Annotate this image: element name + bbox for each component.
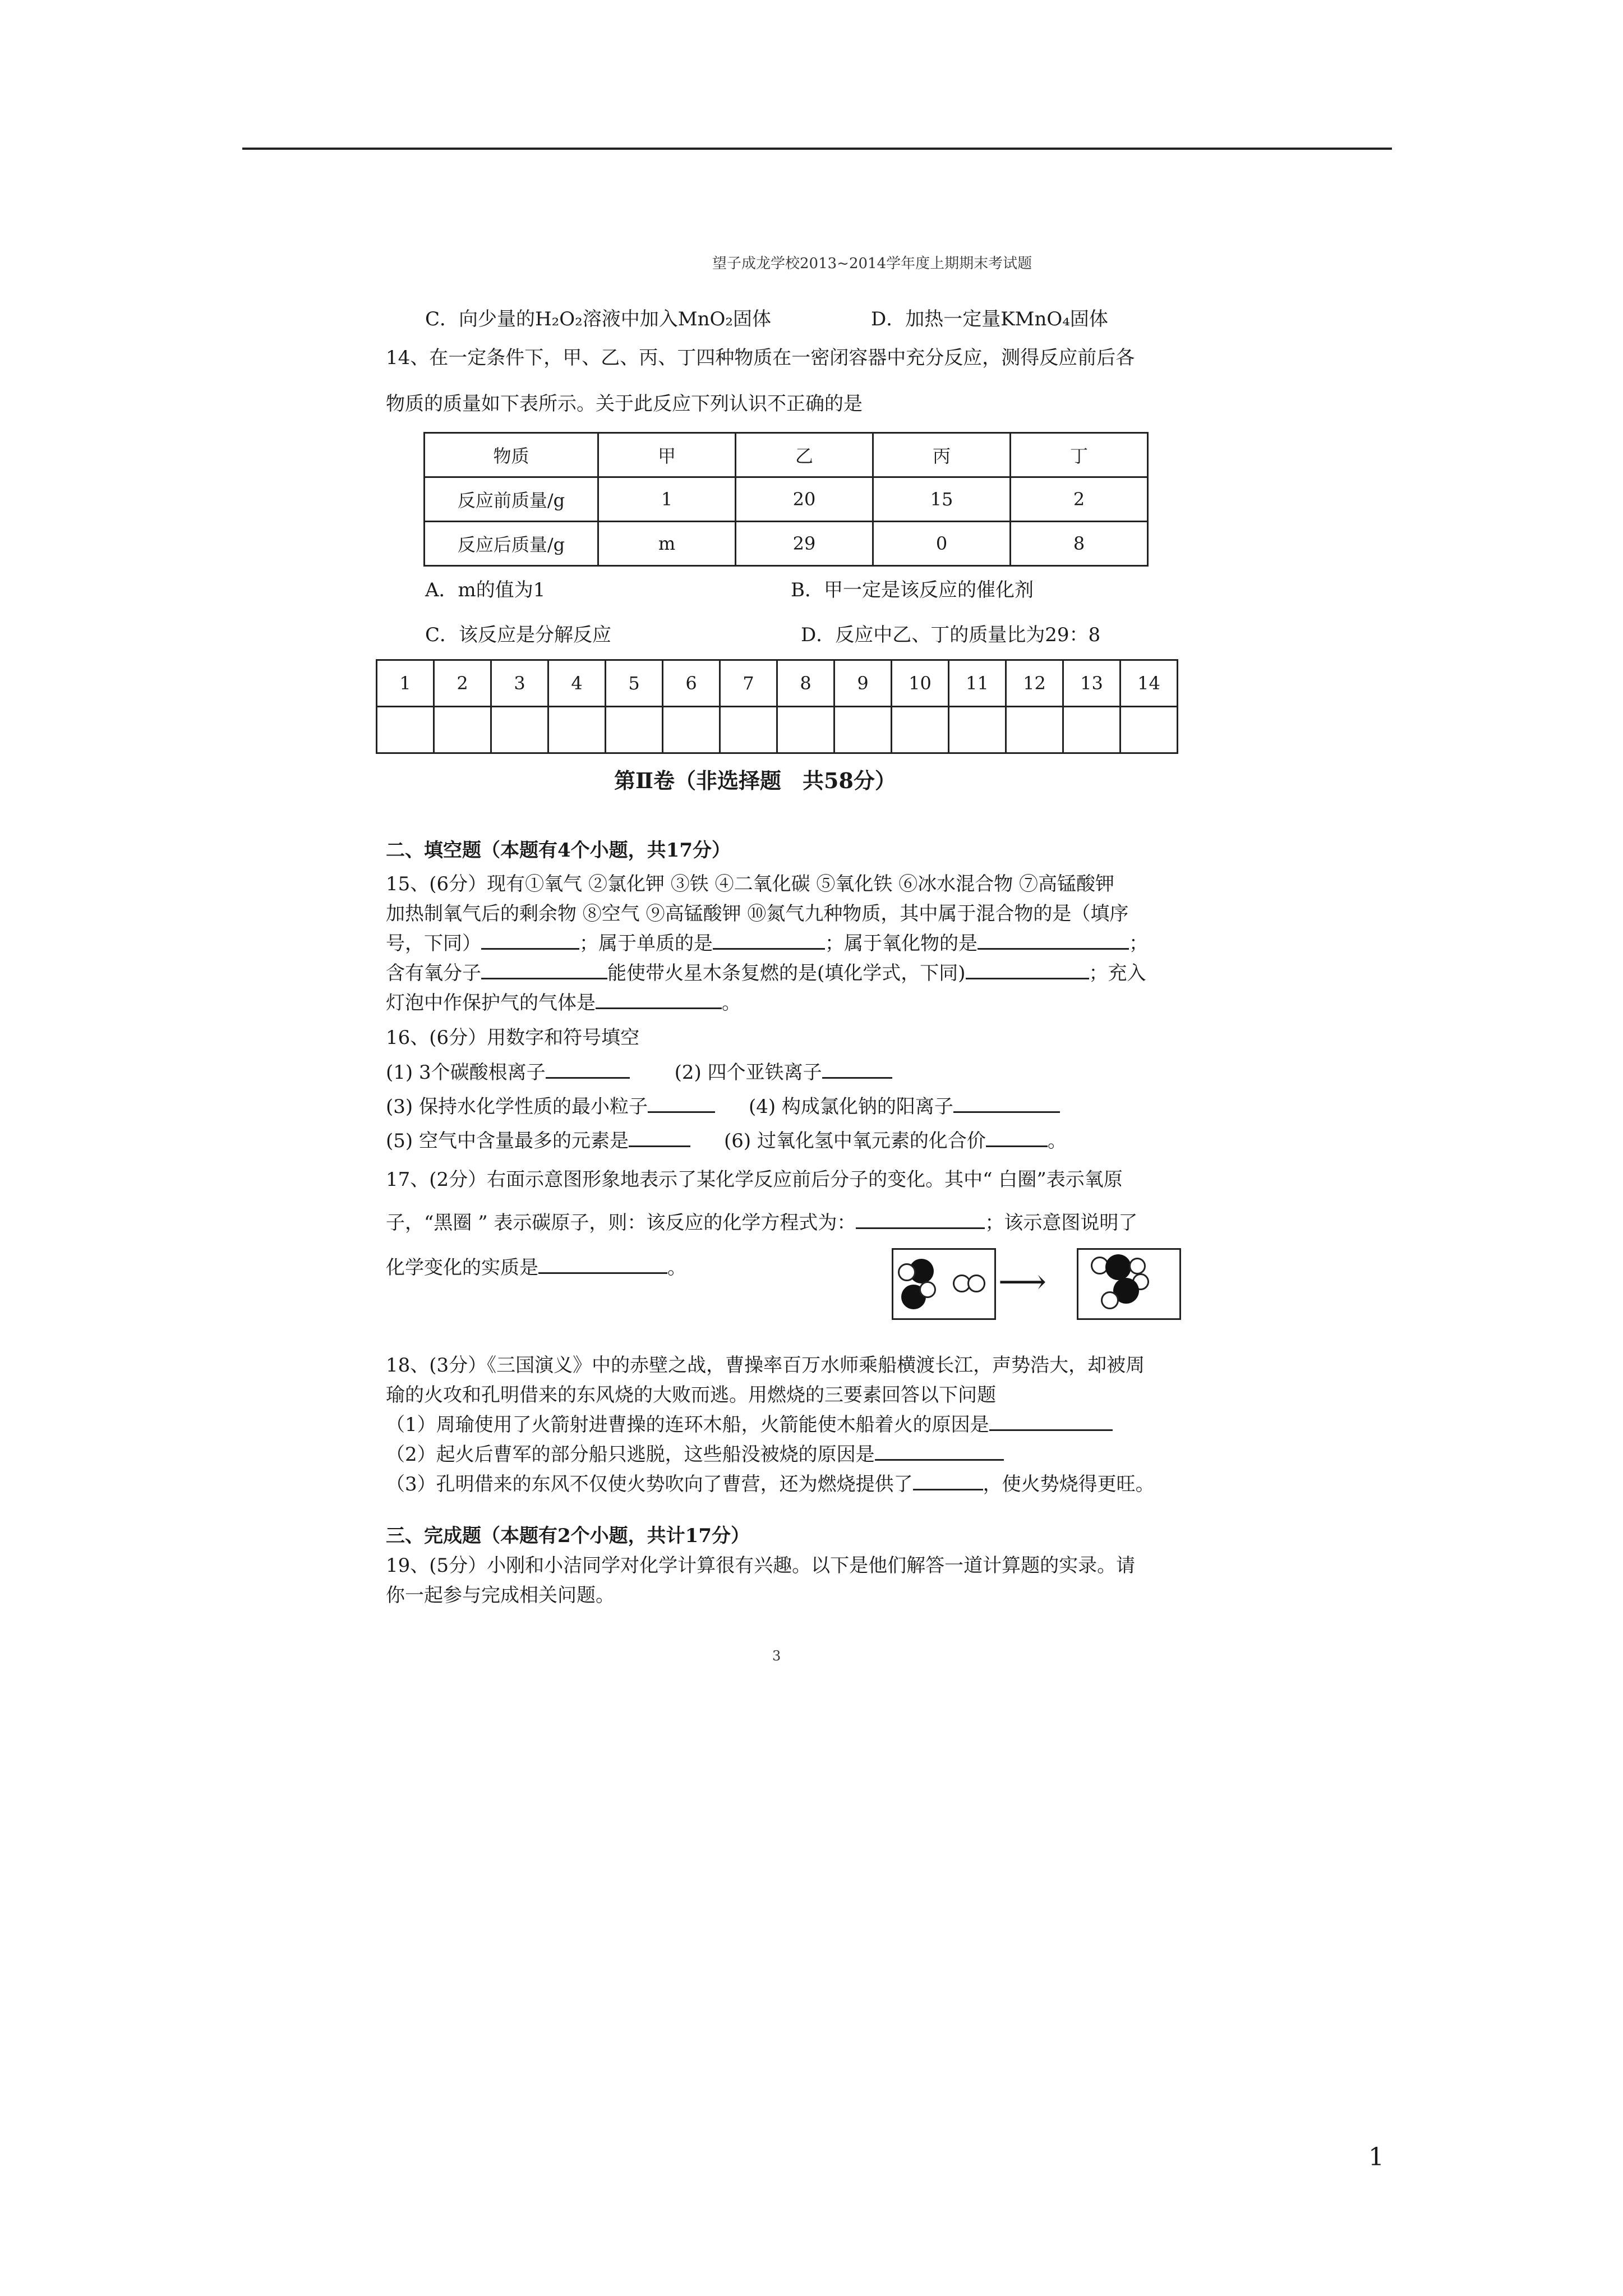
answer-blank[interactable] — [538, 1272, 667, 1274]
answer-blank[interactable] — [546, 1077, 630, 1079]
q17-line-3: 化学变化的实质是 。 — [386, 1257, 686, 1279]
oxygen-atom-icon — [1129, 1258, 1146, 1274]
q19-line-1: 19、(5分）小刚和小洁同学对化学计算很有兴趣。以下是他们解答一道计算题的实录。请 — [386, 1554, 1136, 1577]
q15-line-1: 15、(6分）现有①氧气 ②氯化钾 ③铁 ④二氧化碳 ⑤氧化铁 ⑥冰水混合物 ⑦高锰酸钾 — [386, 873, 1115, 895]
oxygen-atom-icon — [1101, 1291, 1119, 1309]
q15-line-2: 加热制氧气后的剩余物 ⑧空气 ⑨高锰酸钾 ⑩氮气九种物质，其中属于混合物的是（填序 — [386, 903, 1129, 925]
q15-line-3: 号，下同） ；属于单质的是 ；属于氧化物的是 ； — [386, 932, 1148, 955]
answer-cell — [663, 707, 720, 753]
answer-blank[interactable] — [713, 948, 825, 950]
answer-number: 11 — [949, 660, 1006, 707]
answer-blank[interactable] — [481, 978, 607, 979]
q13-option-d: D．加热一定量KMnO₄固体 — [871, 308, 1108, 330]
answer-cell — [606, 707, 663, 753]
q14-option-d: D．反应中乙、丁的质量比为29：8 — [801, 624, 1101, 646]
answer-cell — [1063, 707, 1121, 753]
table-cell: 29 — [736, 522, 873, 566]
scan-page-number: 3 — [772, 1648, 781, 1664]
answer-blank[interactable] — [875, 1459, 1004, 1461]
answer-blank[interactable] — [481, 948, 579, 950]
part2-title: 二、填空题（本题有4个小题，共17分） — [386, 839, 731, 862]
answer-number: 9 — [834, 660, 892, 707]
answer-blank[interactable] — [822, 1077, 892, 1079]
q18-item-2: （2）起火后曹军的部分船只逃脱，这些船没被烧的原因是 — [386, 1443, 1004, 1466]
table-header-cell: 乙 — [736, 433, 873, 477]
answer-cell — [434, 707, 491, 753]
answer-grid — [376, 659, 1178, 754]
answer-blank[interactable] — [629, 1145, 690, 1147]
top-rule — [242, 148, 1392, 150]
q14-stem-2: 物质的质量如下表所示。关于此反应下列认识不正确的是 — [386, 393, 863, 415]
answer-number: 6 — [663, 660, 720, 707]
answer-cell — [491, 707, 548, 753]
q14-option-c: C．该反应是分解反应 — [425, 624, 612, 646]
table-cell: 0 — [873, 522, 1011, 566]
answer-blank[interactable] — [913, 1489, 983, 1490]
table-cell: 20 — [736, 477, 873, 522]
answer-blank[interactable] — [648, 1111, 715, 1113]
q14-stem-1: 14、在一定条件下，甲、乙、丙、丁四种物质在一密闭容器中充分反应，测得反应前后各 — [386, 347, 1135, 369]
table-cell: 2 — [1011, 477, 1148, 522]
answer-cell — [720, 707, 777, 753]
answer-blank[interactable] — [596, 1007, 722, 1009]
q17-line-1: 17、(2分）右面示意图形象地表示了某化学反应前后分子的变化。其中“ 白圈”表示氧原 — [386, 1168, 1123, 1191]
answer-cell — [548, 707, 606, 753]
oxygen-atom-icon — [967, 1274, 985, 1292]
q16-row-2: (3) 保持水化学性质的最小粒子 (4) 构成氯化钠的阳离子 — [386, 1096, 1060, 1118]
answer-cell — [892, 707, 949, 753]
answer-blank[interactable] — [986, 1145, 1048, 1147]
table-cell: 15 — [873, 477, 1011, 522]
table-row — [425, 433, 1148, 477]
arrow-icon: ⟶ — [998, 1262, 1047, 1301]
table-cell: 反应后质量/g — [425, 522, 598, 566]
answer-blank[interactable] — [989, 1429, 1113, 1431]
answer-blank[interactable] — [978, 948, 1129, 950]
answer-number: 7 — [720, 660, 777, 707]
exam-header: 望子成龙学校2013~2014学年度上期期末考试题 — [712, 255, 1032, 272]
oxygen-atom-icon — [898, 1263, 916, 1281]
q15-line-4: 含有氧分子 能使带火星木条复燃的是(填化学式，下同) ；充入 — [386, 962, 1146, 984]
answer-blank[interactable] — [966, 978, 1089, 979]
q16-title: 16、(6分）用数字和符号填空 — [386, 1027, 640, 1049]
reaction-diagram — [892, 1248, 1183, 1321]
answer-cell — [949, 707, 1006, 753]
answer-number: 8 — [777, 660, 834, 707]
table-header-cell: 甲 — [598, 433, 736, 477]
answer-number: 5 — [606, 660, 663, 707]
answer-number: 1 — [377, 660, 434, 707]
reactant-box — [892, 1248, 996, 1320]
q15-line-5: 灯泡中作保护气的气体是 。 — [386, 992, 741, 1014]
table-row — [377, 660, 1178, 707]
q14-table — [423, 432, 1149, 567]
table-header-cell: 丁 — [1011, 433, 1148, 477]
answer-cell — [1006, 707, 1063, 753]
table-cell: m — [598, 522, 736, 566]
answer-blank[interactable] — [856, 1227, 985, 1229]
q16-row-1: (1) 3个碳酸根离子 (2) 四个亚铁离子 — [386, 1061, 892, 1084]
answer-cell — [1121, 707, 1178, 753]
answer-number: 14 — [1121, 660, 1178, 707]
table-header-cell: 物质 — [425, 433, 598, 477]
table-header-cell: 丙 — [873, 433, 1011, 477]
answer-number: 4 — [548, 660, 606, 707]
oxygen-atom-icon — [919, 1281, 936, 1298]
answer-number: 13 — [1063, 660, 1121, 707]
product-box — [1077, 1248, 1181, 1320]
q18-line-2: 瑜的火攻和孔明借来的东风烧的大败而逃。用燃烧的三要素回答以下问题 — [386, 1384, 996, 1406]
answer-cell — [777, 707, 834, 753]
q14-option-b: B．甲一定是该反应的催化剂 — [791, 579, 1034, 601]
page-number: 1 — [1368, 2143, 1384, 2171]
q16-row-3: (5) 空气中含量最多的元素是 (6) 过氧化氢中氧元素的化合价 。 — [386, 1130, 1067, 1152]
q18-item-1: （1）周瑜使用了火箭射进曹操的连环木船，火箭能使木船着火的原因是 — [386, 1414, 1113, 1436]
table-row — [425, 477, 1148, 522]
q17-line-2: 子，“黑圈 ” 表示碳原子，则：该反应的化学方程式为： ；该示意图说明了 — [386, 1212, 1138, 1234]
table-cell: 8 — [1011, 522, 1148, 566]
answer-cell — [377, 707, 434, 753]
q19-line-2: 你一起参与完成相关问题。 — [386, 1584, 615, 1607]
table-cell: 1 — [598, 477, 736, 522]
table-row — [377, 707, 1178, 753]
answer-number: 12 — [1006, 660, 1063, 707]
q18-item-3: （3）孔明借来的东风不仅使火势吹向了曹营，还为燃烧提供了 ，使火势烧得更旺。 — [386, 1473, 1155, 1496]
q18-line-1: 18、(3分）《三国演义》中的赤壁之战，曹操率百万水师乘船横渡长江，声势浩大，却被周 — [386, 1354, 1145, 1377]
q14-option-a: A．m的值为1 — [425, 579, 546, 601]
q13-option-c: C．向少量的H₂O₂溶液中加入MnO₂固体 — [425, 308, 772, 330]
answer-cell — [834, 707, 892, 753]
table-row — [425, 522, 1148, 566]
answer-number: 3 — [491, 660, 548, 707]
carbon-atom-icon — [1105, 1254, 1131, 1280]
part3-title: 三、完成题（本题有2个小题，共计17分） — [386, 1525, 750, 1547]
answer-number: 10 — [892, 660, 949, 707]
section2-title: 第Ⅱ卷（非选择题 共58分） — [614, 768, 896, 793]
table-cell: 反应前质量/g — [425, 477, 598, 522]
answer-number: 2 — [434, 660, 491, 707]
answer-blank[interactable] — [953, 1111, 1060, 1113]
